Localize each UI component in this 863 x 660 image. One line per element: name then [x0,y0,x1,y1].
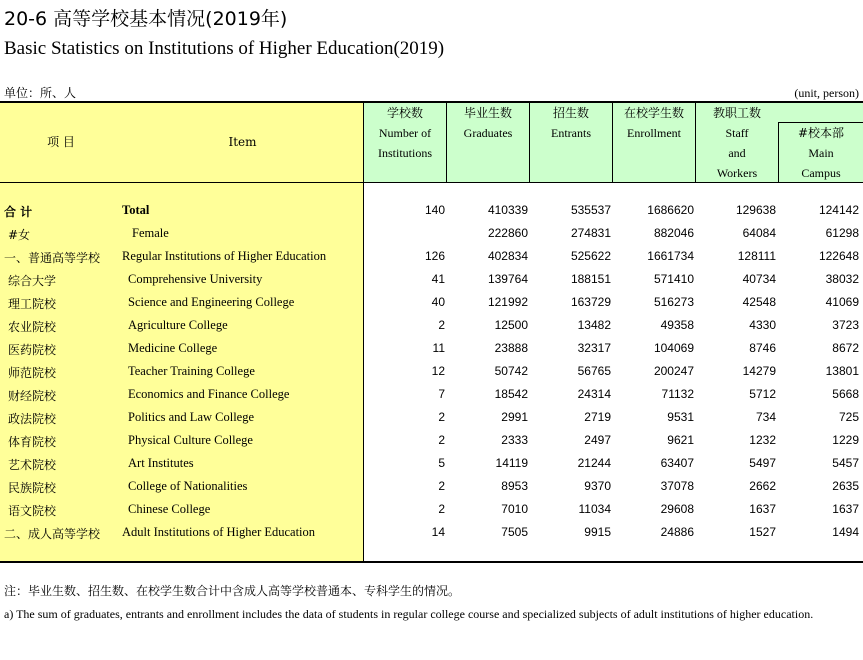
cell-institutions: 140 [424,203,445,217]
cell-graduates: 12500 [494,318,528,332]
footnote-chinese: 注：毕业生数、招生数、在校学生数合计中含成人高等学校普通本、专科学生的情况。 [4,584,461,598]
cell-institutions: 14 [431,525,445,539]
row-label-english: Teacher Training College [128,364,255,378]
cell-graduates: 18542 [494,387,528,401]
cell-staff: 40734 [742,272,776,286]
row-label-chinese: 农业院校 [8,320,57,334]
cell-main-campus: 38032 [825,272,859,286]
cell-enrollment: 71132 [661,387,694,401]
cell-institutions: 11 [432,341,445,355]
table-row-female [0,223,863,246]
cell-main-campus: 5668 [832,387,859,401]
row-label-english: Chinese College [128,502,211,516]
cell-graduates: 14119 [495,456,528,470]
row-label-english: Comprehensive University [128,272,263,286]
cell-main-campus: 5457 [832,456,859,470]
cell-institutions: 7 [438,387,445,401]
header-entrants: 招生数 Entrants [551,106,591,140]
table-row [0,384,863,407]
row-label-chinese: 二、成人高等学校 [4,527,101,541]
cell-main-campus: 122648 [818,249,859,263]
cell-main-campus: 124142 [818,203,859,217]
cell-staff: 1232 [749,433,776,447]
cell-graduates: 50742 [494,364,528,378]
header-institutions: 学校数 Number of Institutions [377,106,432,160]
unit-label-chinese: 单位：所、人 [4,86,77,100]
cell-enrollment: 49358 [660,318,694,332]
table-row [0,315,863,338]
cell-entrants: 24314 [577,387,611,401]
cell-main-campus: 2635 [832,479,859,493]
row-label-english: Politics and Law College [128,410,255,424]
row-label-english: College of Nationalities [128,479,248,493]
row-label-chinese: 综合大学 [8,274,57,288]
cell-staff: 64084 [742,226,776,240]
row-label-chinese: 理工院校 [8,297,57,311]
cell-enrollment: 63407 [660,456,694,470]
cell-entrants: 9370 [584,479,611,493]
page-title-english: Basic Statistics on Institutions of Higher Education(2019) [4,38,445,59]
cell-enrollment: 1661734 [647,249,694,263]
cell-enrollment: 37078 [660,479,694,493]
row-label-english: Science and Engineering College [128,295,295,309]
cell-staff: 4330 [749,318,776,332]
header-main-campus: #校本部 Main Campus [797,126,845,180]
cell-institutions: 126 [424,249,445,263]
row-label-chinese: 民族院校 [8,481,57,495]
page-title-chinese: 20-6 高等学校基本情况(2019年) [4,8,288,30]
cell-main-campus: 8672 [832,341,859,355]
cell-enrollment: 9621 [667,433,694,447]
cell-staff: 1527 [749,525,776,539]
cell-staff: 5497 [749,456,776,470]
cell-institutions: 2 [438,318,445,332]
cell-staff: 734 [755,410,776,424]
cell-entrants: 13482 [577,318,611,332]
cell-entrants: 163729 [570,295,611,309]
row-label-english: Total [122,203,150,217]
row-label-chinese: 一、普通高等学校 [4,251,101,265]
cell-entrants: 32317 [577,341,611,355]
table-row-adult [0,522,863,545]
row-label-english: Female [132,226,169,240]
cell-enrollment: 1686620 [647,203,694,217]
row-label-chinese: 语文院校 [8,504,57,518]
row-label-english: Art Institutes [128,456,194,470]
header-graduates: 毕业生数 Graduates [463,106,513,140]
cell-graduates: 7010 [501,502,528,516]
cell-institutions: 2 [438,502,445,516]
cell-graduates: 410339 [487,203,528,217]
cell-entrants: 535537 [570,203,611,217]
row-label-english: Adult Institutions of Higher Education [122,525,316,539]
cell-main-campus: 1637 [832,502,859,516]
table-row [0,499,863,522]
cell-staff: 128111 [737,249,776,263]
row-label-chinese: 合 计 [4,205,33,219]
cell-institutions: 5 [438,456,445,470]
cell-enrollment: 571410 [653,272,694,286]
cell-graduates: 23888 [494,341,528,355]
row-label-english: Regular Institutions of Higher Education [122,249,327,263]
row-label-chinese: 政法院校 [8,412,57,426]
cell-entrants: 2497 [584,433,611,447]
cell-main-campus: 1494 [832,525,859,539]
table-row-total [0,200,863,223]
cell-enrollment: 200247 [653,364,694,378]
row-label-chinese: 师范院校 [8,366,57,380]
cell-graduates: 402834 [487,249,528,263]
cell-graduates: 121992 [487,295,528,309]
cell-main-campus: 3723 [832,318,859,332]
cell-graduates: 222860 [487,226,528,240]
cell-staff: 1637 [749,502,776,516]
table-row [0,453,863,476]
cell-enrollment: 104069 [653,341,694,355]
header-item-english: Item [228,135,257,149]
table-row [0,269,863,292]
cell-enrollment: 882046 [653,226,694,240]
cell-enrollment: 29608 [660,502,694,516]
table-row-regular [0,246,863,269]
header-staff: 教职工数 Staff and Workers [712,106,761,180]
cell-graduates: 7505 [501,525,528,539]
cell-graduates: 2333 [501,433,528,447]
cell-institutions: 2 [438,410,445,424]
row-label-chinese: 体育院校 [8,435,57,449]
cell-institutions: 41 [431,272,445,286]
table-row [0,292,863,315]
cell-staff: 129638 [735,203,776,217]
table-row [0,338,863,361]
row-label-chinese: 财经院校 [8,389,57,403]
cell-entrants: 21244 [577,456,611,470]
cell-entrants: 188151 [570,272,611,286]
cell-main-campus: 1229 [832,433,859,447]
cell-entrants: 9915 [584,525,611,539]
cell-enrollment: 24886 [660,525,694,539]
table-row [0,476,863,499]
unit-label-english: (unit, person) [794,86,859,100]
row-label-english: Physical Culture College [128,433,253,447]
row-label-english: Agriculture College [128,318,228,332]
cell-main-campus: 725 [838,410,859,424]
cell-institutions: 2 [438,433,445,447]
row-label-chinese: 医药院校 [8,343,57,357]
cell-staff: 8746 [749,341,776,355]
cell-staff: 42548 [742,295,776,309]
cell-institutions: 40 [431,295,445,309]
cell-main-campus: 41069 [825,295,859,309]
cell-main-campus: 13801 [825,364,859,378]
cell-main-campus: 61298 [825,226,859,240]
row-label-chinese: #女 [8,228,31,242]
cell-institutions: 12 [431,364,445,378]
cell-institutions: 2 [438,479,445,493]
row-label-english: Economics and Finance College [128,387,290,401]
cell-entrants: 274831 [570,226,611,240]
row-label-english: Medicine College [128,341,218,355]
cell-staff: 2662 [749,479,776,493]
row-label-chinese: 艺术院校 [8,458,57,472]
cell-enrollment: 9531 [667,410,694,424]
cell-enrollment: 516273 [653,295,694,309]
cell-entrants: 11034 [578,502,611,516]
cell-graduates: 8953 [501,479,528,493]
cell-graduates: 2991 [501,410,528,424]
header-enrollment: 在校学生数 Enrollment [623,106,684,140]
header-item-chinese: 项 目 [47,135,75,149]
cell-graduates: 139764 [487,272,528,286]
cell-entrants: 56765 [577,364,611,378]
cell-entrants: 2719 [584,410,611,424]
cell-staff: 14279 [742,364,776,378]
table-bottom-rule [0,561,863,563]
cell-entrants: 525622 [570,249,611,263]
table-row [0,407,863,430]
table-row [0,361,863,384]
cell-staff: 5712 [749,387,776,401]
footnote-english: a) The sum of graduates, entrants and enrollment includes the data of students in regular college course and specialized subjects of adult institutions of higher education. [4,607,814,621]
table-row [0,430,863,453]
